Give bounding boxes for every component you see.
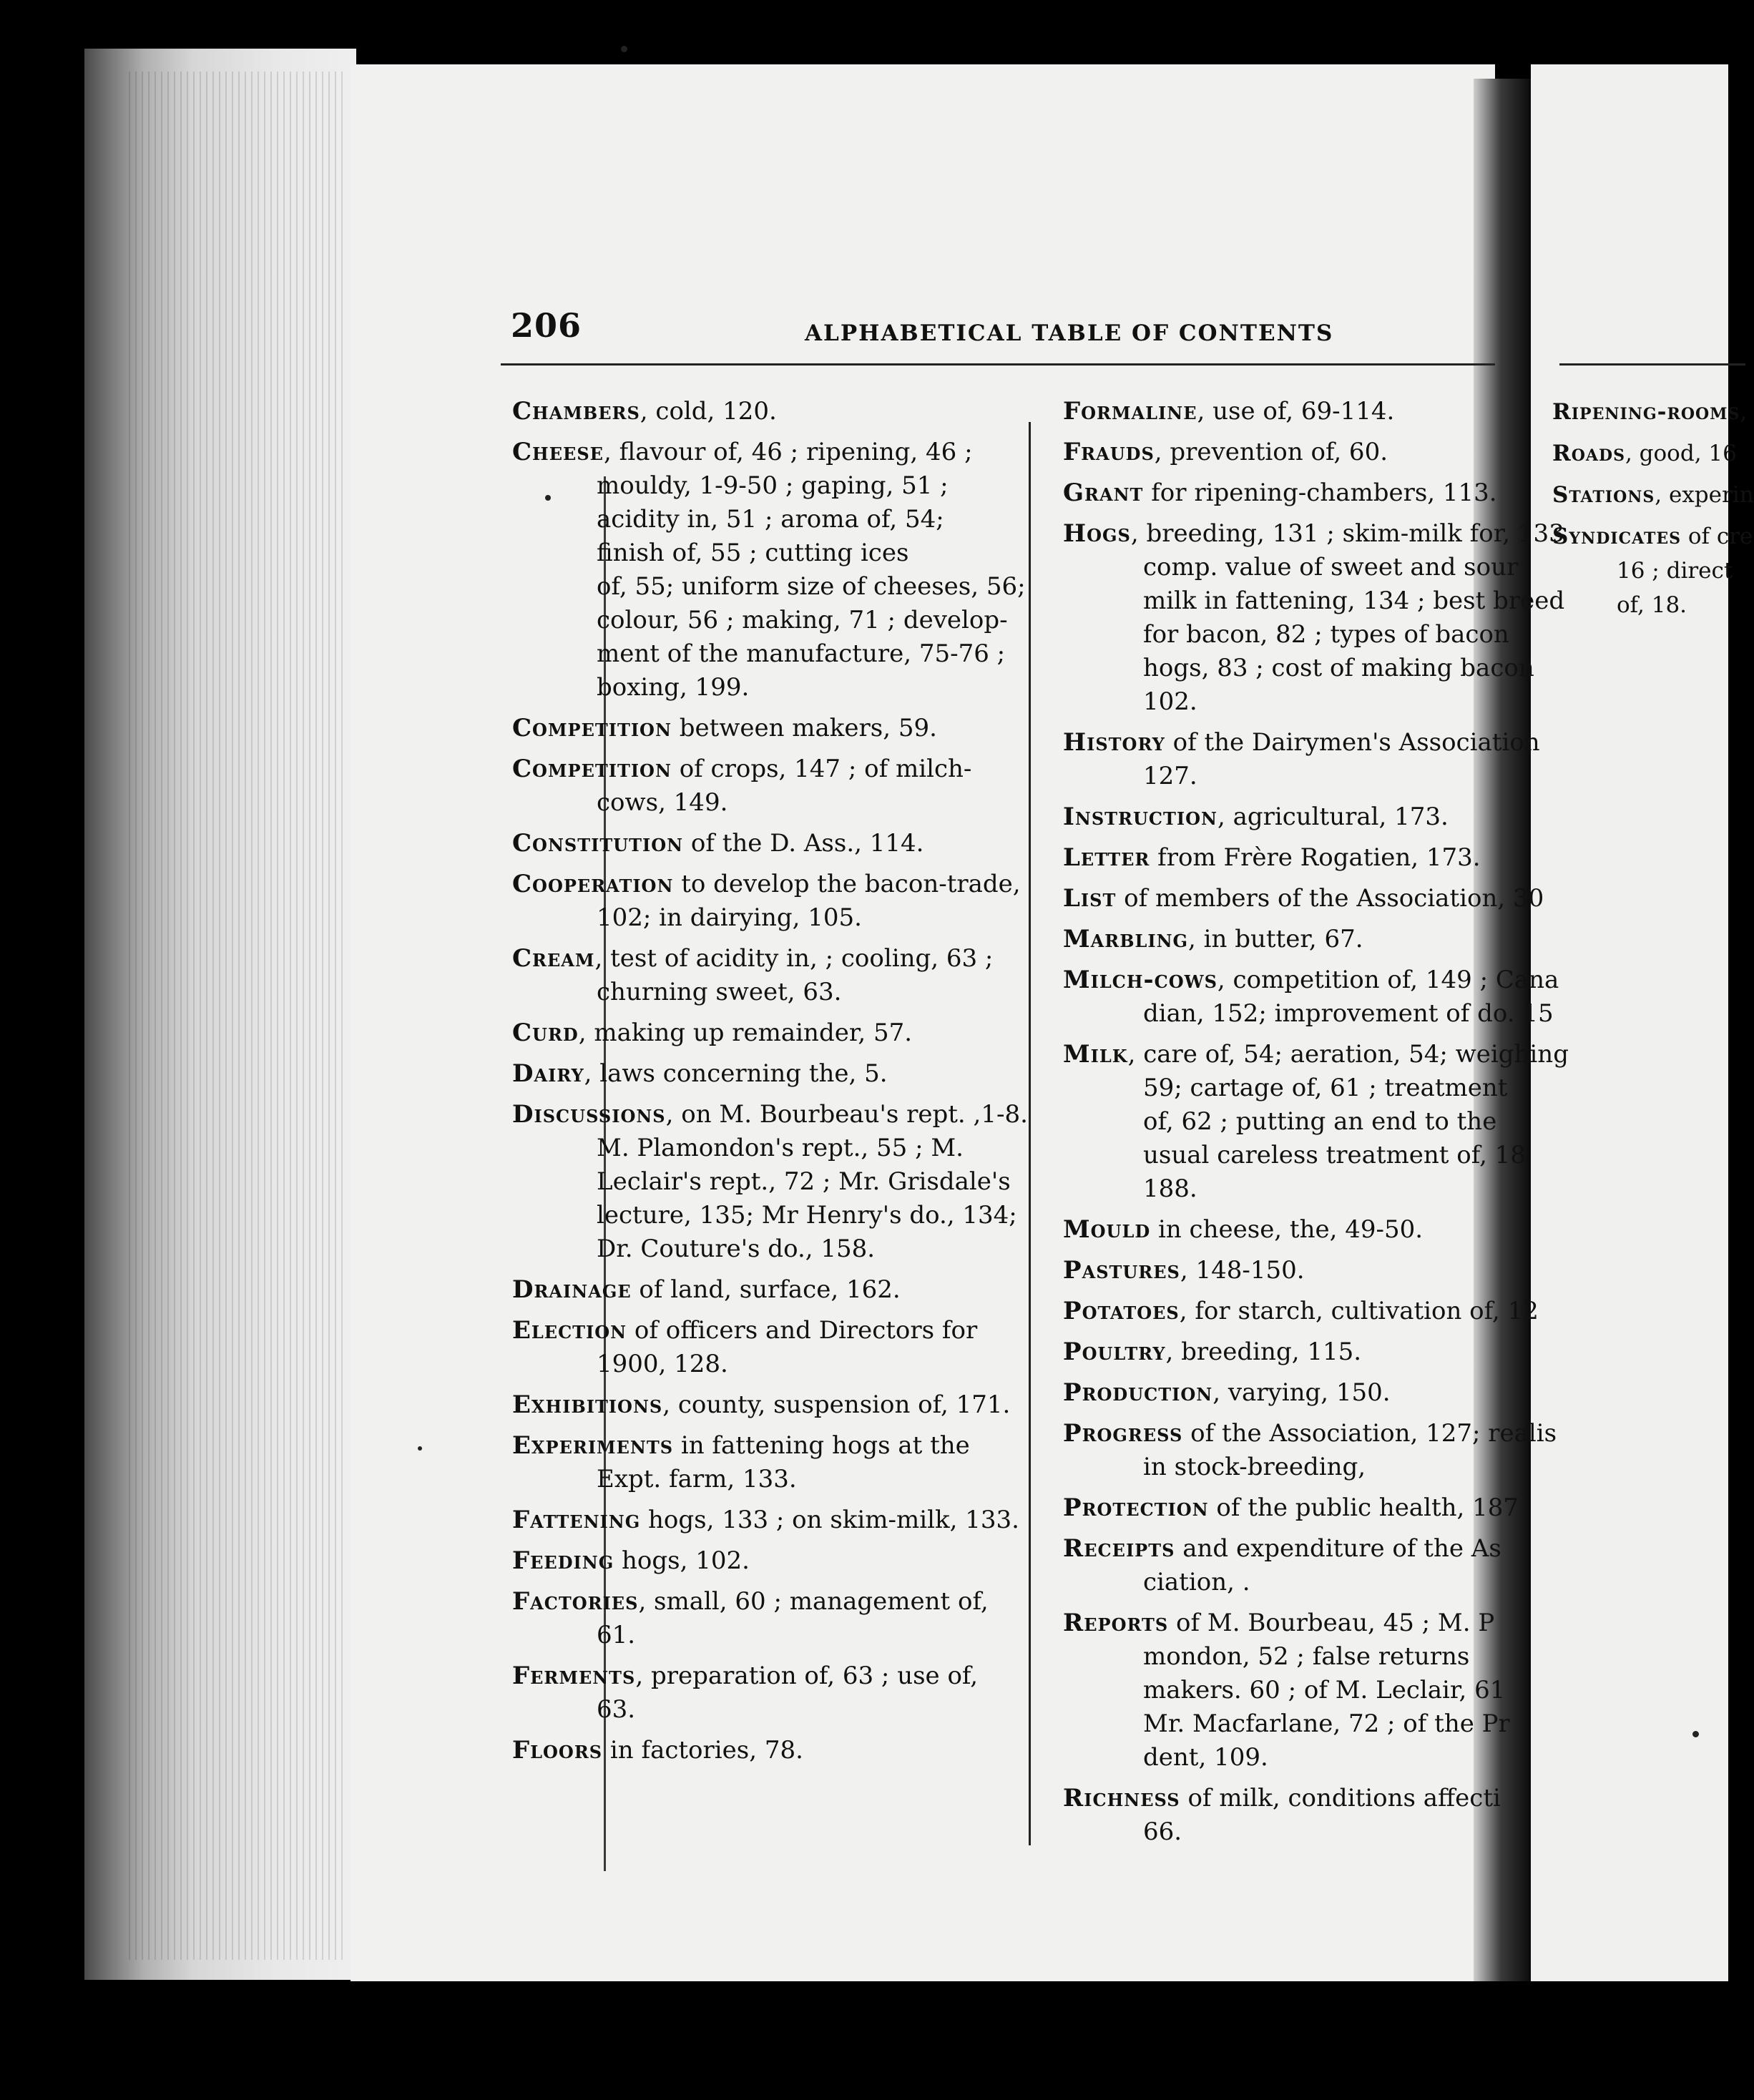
index-entry [512,752,991,820]
entry-keyword: Mould [1063,1215,1151,1244]
index-entry [1552,478,1754,512]
entry-keyword: Election [512,1316,627,1345]
entry-text: of, 18. [1617,592,1687,618]
entry-text: for bacon, 82 ; types of bacon [1143,620,1509,649]
entry-text: , breeding, 131 ; skim-milk for, 133 [1130,519,1564,548]
index-entry [512,436,1026,705]
entry-text: of the D. Ass., 114. [683,829,924,858]
entry-continuation-line [1063,652,1534,685]
entry-keyword: Frauds [1063,438,1155,466]
entry-continuation-line [1063,1451,1471,1484]
entry-text: in fattening hogs at the [673,1431,970,1460]
entry-text: of the Association, 127; realis [1182,1419,1557,1448]
entry-text: cows, 149. [597,788,728,817]
entry-continuation-line [512,570,1026,604]
entry-first-line [1063,476,1497,510]
page-number: 206 [511,306,582,345]
index-entry [512,1314,991,1381]
entry-text: M. Plamondon's rept., 55 ; M. [597,1134,964,1162]
entry-first-line [512,1429,991,1463]
page-stack-lines [129,72,343,1960]
entry-keyword: Discussions [512,1100,666,1129]
print-speck [418,1446,422,1451]
entry-continuation-line [1063,1105,1497,1139]
entry-text: colour, 56 ; making, 71 ; develop- [597,606,1008,634]
index-entry [1063,1254,1471,1287]
running-head: ALPHABETICAL TABLE OF CONTENTS [805,320,1334,346]
index-entry [1063,1335,1471,1369]
entry-first-line [512,1057,991,1091]
entry-text: 102; in dairying, 105. [597,903,862,932]
entry-first-line [1063,1606,1495,1640]
entry-keyword: Syndicates [1552,524,1681,549]
entry-keyword: Curd [512,1019,579,1047]
entry-first-line [512,1659,991,1693]
entry-text: , care of, 54; aeration, 54; weighing [1127,1040,1569,1069]
entry-keyword: Letter [1063,843,1150,872]
entry-text: of members of the Association, 30 [1116,884,1544,913]
entry-text: , test of acidity in, ; cooling, 63 ; [594,944,994,973]
entry-first-line [512,1273,991,1307]
entry-text: , breeding, 115. [1165,1338,1362,1366]
entry-text: 66. [1143,1817,1182,1846]
entry-text: in stock-breeding, [1143,1453,1366,1481]
index-entry [1063,1606,1510,1775]
entry-text: , county, suspension of, 171. [662,1390,1011,1419]
entry-continuation-line [512,1463,991,1496]
entry-first-line [1552,519,1753,554]
entry-text: , 148-150. [1180,1256,1305,1285]
entry-continuation-line [1063,1172,1471,1206]
index-entry [1063,395,1471,428]
entry-continuation-line [1552,554,1738,588]
entry-first-line [512,712,991,745]
entry-first-line [512,752,991,786]
entry-continuation-line [512,786,991,820]
entry-keyword: History [1063,728,1165,757]
entry-text: , good, 16 [1625,441,1737,466]
entry-text: milk in fattening, 134 ; best breed [1143,587,1565,615]
index-entry [512,1544,991,1578]
entry-text: of, 55; uniform size of cheeses, 56; [597,572,1026,601]
entry-continuation-line [512,503,991,536]
entry-continuation-line [512,1199,1017,1232]
entry-keyword: Stations [1552,482,1655,508]
index-entry [512,868,1021,935]
entry-text: of the Dairymen's Association [1165,728,1540,757]
index-entry [512,712,991,745]
facing-page [1531,64,1754,1981]
entry-text: Leclair's rept., 72 ; Mr. Grisdale's [597,1167,1011,1196]
facing-index-column [1552,395,1754,629]
print-speck [545,495,551,501]
entry-text: , on M. Bourbeau's rept. ,1-8. [665,1100,1028,1129]
index-column-left [512,395,1028,1775]
entry-keyword: Factories [512,1587,639,1616]
entry-text: usual careless treatment of, 18 [1143,1141,1527,1169]
entry-text: dent, 109. [1143,1743,1268,1772]
entry-text: 188. [1143,1174,1197,1203]
entry-text: ciation, . [1143,1568,1250,1596]
entry-continuation-line [512,604,1008,637]
entry-keyword: Drainage [512,1275,632,1304]
entry-text: of the public health, 187 [1208,1493,1519,1522]
entry-continuation-line [512,1693,991,1727]
index-entry [1063,963,1559,1031]
entry-text: mouldy, 1-9-50 ; gaping, 51 ; [597,471,949,500]
entry-first-line [1063,1417,1557,1451]
entry-continuation-line [1063,685,1471,719]
entry-text: in factories, 78. [602,1736,803,1765]
index-entry [512,1429,991,1496]
entry-keyword: Poultry [1063,1338,1166,1366]
entry-continuation-line [512,976,991,1009]
entry-first-line [1063,1335,1471,1369]
index-entry [1063,1376,1471,1410]
index-entry [512,1503,1019,1537]
entry-text: , competition of, 149 ; Cana [1217,966,1559,994]
index-entry [1552,519,1753,622]
entry-continuation-line [512,1232,991,1266]
index-entry [1063,1491,1519,1525]
entry-text: , small, 60 ; management of, [638,1587,989,1616]
entry-continuation-line [1063,1815,1471,1849]
index-entry [512,1273,991,1307]
entry-text: , [1740,399,1748,425]
entry-keyword: Cooperation [512,870,674,898]
entry-text: to develop the bacon-trade, [673,870,1021,898]
entry-text: comp. value of sweet and sour [1143,553,1519,582]
entry-continuation-line [512,536,991,570]
entry-keyword: Richness [1063,1784,1180,1812]
entry-keyword: List [1063,884,1117,913]
entry-first-line [512,1544,991,1578]
entry-text: lecture, 135; Mr Henry's do., 134; [597,1201,1017,1230]
entry-keyword: Competition [512,714,672,742]
entry-text: and expenditure of the As [1175,1534,1501,1563]
entry-keyword: Receipts [1063,1534,1175,1563]
entry-keyword: Potatoes [1063,1297,1180,1325]
index-entry [1063,1213,1471,1247]
entry-text: of M. Bourbeau, 45 ; M. P [1168,1609,1495,1637]
entry-continuation-line [512,1132,991,1165]
entry-text: , flavour of, 46 ; ripening, 46 ; [603,438,973,466]
entry-first-line [512,395,991,428]
entry-text: of officers and Directors for [627,1316,978,1345]
entry-continuation-line [1063,760,1471,793]
entry-text: 16 ; direct [1617,558,1733,584]
entry-text: , cold, 120. [640,397,777,426]
print-speck [621,46,627,52]
entry-first-line [512,1314,991,1348]
index-entry [1063,923,1471,956]
entry-text: for ripening-chambers, 113. [1143,479,1497,507]
entry-text: of land, surface, 162. [631,1275,901,1304]
index-entry [1552,436,1738,471]
entry-first-line [512,868,1021,901]
entry-keyword: Ripening-rooms [1552,399,1740,425]
header-rule [501,363,1495,365]
entry-continuation-line [1063,1139,1527,1172]
entry-first-line [1063,1782,1501,1815]
entry-first-line [512,827,991,860]
entry-first-line [1552,478,1754,512]
entry-text: churning sweet, 63. [597,978,842,1006]
entry-keyword: Roads [1552,441,1625,466]
entry-text: , use of, 69-114. [1197,397,1395,426]
entry-continuation-line [1063,1640,1471,1674]
entry-keyword: Progress [1063,1419,1183,1448]
entry-text: 63. [597,1695,636,1724]
entry-keyword: Marbling [1063,925,1189,953]
index-entry [1063,1295,1539,1328]
entry-first-line [1063,1254,1471,1287]
entry-text: , in butter, 67. [1188,925,1363,953]
entry-continuation-line [1063,1707,1510,1741]
entry-first-line [1552,395,1748,429]
entry-continuation-line [1063,1674,1506,1707]
index-entry [512,1057,991,1091]
entry-keyword: Constitution [512,829,684,858]
entry-keyword: Instruction [1063,803,1217,831]
entry-keyword: Formaline [1063,397,1197,426]
entry-text: between makers, 59. [671,714,937,742]
entry-text: , laws concerning the, 5. [584,1059,888,1088]
entry-first-line [1063,841,1481,875]
entry-text: hogs, 102. [614,1546,750,1575]
entry-first-line [1063,1376,1471,1410]
entry-first-line [512,1098,1028,1132]
entry-keyword: Cheese [512,438,604,466]
entry-text: finish of, 55 ; cutting ices [597,539,909,567]
entry-keyword: Pastures [1063,1256,1180,1285]
index-entry [1063,1532,1501,1599]
entry-text: acidity in, 51 ; aroma of, 54; [597,505,944,534]
index-entry [1063,726,1540,793]
entry-keyword: Chambers [512,397,640,426]
entry-keyword: Production [1063,1378,1213,1407]
index-entry [512,395,991,428]
entry-continuation-line [512,671,991,705]
entry-first-line [1063,800,1471,834]
entry-text: , making up remainder, 57. [578,1019,913,1047]
entry-text: of, 62 ; putting an end to the [1143,1107,1497,1136]
entry-text: mondon, 52 ; false returns [1143,1642,1470,1671]
entry-keyword: Fattening [512,1506,641,1534]
entry-continuation-line [512,469,991,503]
entry-first-line [512,1016,991,1050]
entry-first-line [512,1734,991,1767]
index-entry [512,1659,991,1727]
index-entry [512,827,991,860]
entry-keyword: Protection [1063,1493,1209,1522]
entry-first-line [1063,1295,1539,1328]
entry-continuation-line [512,1619,991,1652]
print-speck [1692,1731,1699,1737]
entry-continuation-line [1552,588,1738,622]
entry-keyword: Reports [1063,1609,1169,1637]
entry-continuation-line [1063,1741,1471,1775]
entry-first-line [1063,1491,1519,1525]
entry-keyword: Exhibitions [512,1390,663,1419]
entry-text: of crops, 147 ; of milch- [671,755,972,783]
entry-continuation-line [1063,997,1554,1031]
index-entry [1063,476,1497,510]
entry-first-line [512,436,991,469]
entry-keyword: Floors [512,1736,603,1765]
entry-keyword: Dairy [512,1059,584,1088]
entry-text: Expt. farm, 133. [597,1465,797,1493]
entry-first-line [1063,1038,1569,1071]
entry-first-line [1063,1532,1501,1566]
entry-keyword: Hogs [1063,519,1131,548]
index-entry [1063,1417,1557,1484]
index-entry [1063,1038,1569,1206]
entry-first-line [1063,923,1471,956]
entry-first-line [1063,1213,1471,1247]
entry-text: hogs, 133 ; on skim-milk, 133. [640,1506,1019,1534]
index-entry [1063,1782,1501,1849]
entry-keyword: Feeding [512,1546,614,1575]
index-entry [512,1388,1011,1422]
entry-text: makers. 60 ; of M. Leclair, 61 [1143,1676,1506,1704]
entry-text: hogs, 83 ; cost of making bacon [1143,654,1534,682]
entry-first-line [1063,882,1544,916]
entry-text: of milk, conditions affecti [1180,1784,1501,1812]
index-entry [1063,882,1544,916]
index-entry [512,942,994,1009]
entry-keyword: Cream [512,944,595,973]
entry-continuation-line [512,1165,1011,1199]
entry-continuation-line [512,637,1006,671]
index-entry [1063,517,1565,719]
facing-header-rule [1559,363,1745,365]
entry-first-line [1063,436,1471,469]
entry-text: 1900, 128. [597,1350,728,1378]
index-entry [1063,800,1471,834]
entry-first-line [1063,963,1559,997]
entry-text: , experin [1655,482,1754,508]
entry-text: , varying, 150. [1212,1378,1391,1407]
entry-keyword: Milch-cows [1063,966,1217,994]
index-entry [1063,841,1481,875]
entry-first-line [512,1503,1019,1537]
entry-continuation-line [512,1348,991,1381]
entry-text: boxing, 199. [597,673,750,702]
entry-first-line [1063,517,1564,551]
entry-text: Dr. Couture's do., 158. [597,1235,876,1263]
index-entry [512,1585,991,1652]
index-entry [1552,395,1748,429]
entry-first-line [1063,726,1540,760]
entry-first-line [512,942,994,976]
entry-first-line [1552,436,1738,471]
entry-text: in cheese, the, 49-50. [1150,1215,1424,1244]
entry-first-line [1063,395,1471,428]
entry-text: , agricultural, 173. [1217,803,1449,831]
entry-first-line [512,1585,991,1619]
entry-text: dian, 152; improvement of do. 15 [1143,999,1554,1028]
index-entry [512,1016,991,1050]
entry-keyword: Grant [1063,479,1144,507]
entry-continuation-line [1063,1566,1471,1599]
entry-continuation-line [1063,1071,1508,1105]
entry-text: 59; cartage of, 61 ; treatment [1143,1074,1508,1102]
entry-keyword: Experiments [512,1431,674,1460]
index-entry [512,1098,1028,1266]
entry-continuation-line [1063,584,1565,618]
entry-text: Mr. Macfarlane, 72 ; of the Pr [1143,1709,1510,1738]
entry-keyword: Competition [512,755,672,783]
entry-continuation-line [1063,618,1509,652]
column-rule [1029,422,1031,1845]
entry-keyword: Milk [1063,1040,1128,1069]
entry-text: , for starch, cultivation of, 12 [1179,1297,1539,1325]
entry-text: 61. [597,1621,636,1649]
entry-text: , prevention of, 60. [1154,438,1388,466]
entry-text: 127. [1143,762,1197,790]
entry-first-line [512,1388,1011,1422]
index-entry [512,1734,991,1767]
entry-text: ment of the manufacture, 75-76 ; [597,639,1006,668]
entry-text: 102. [1143,687,1197,716]
entry-continuation-line [512,901,991,935]
entry-text: from Frère Rogatien, 173. [1150,843,1481,872]
entry-continuation-line [1063,551,1519,584]
entry-text: of cre [1680,524,1753,549]
entry-keyword: Ferments [512,1662,636,1690]
entry-text: , preparation of, 63 ; use of, [635,1662,979,1690]
index-column-middle [1063,395,1569,1856]
index-entry [1063,436,1471,469]
